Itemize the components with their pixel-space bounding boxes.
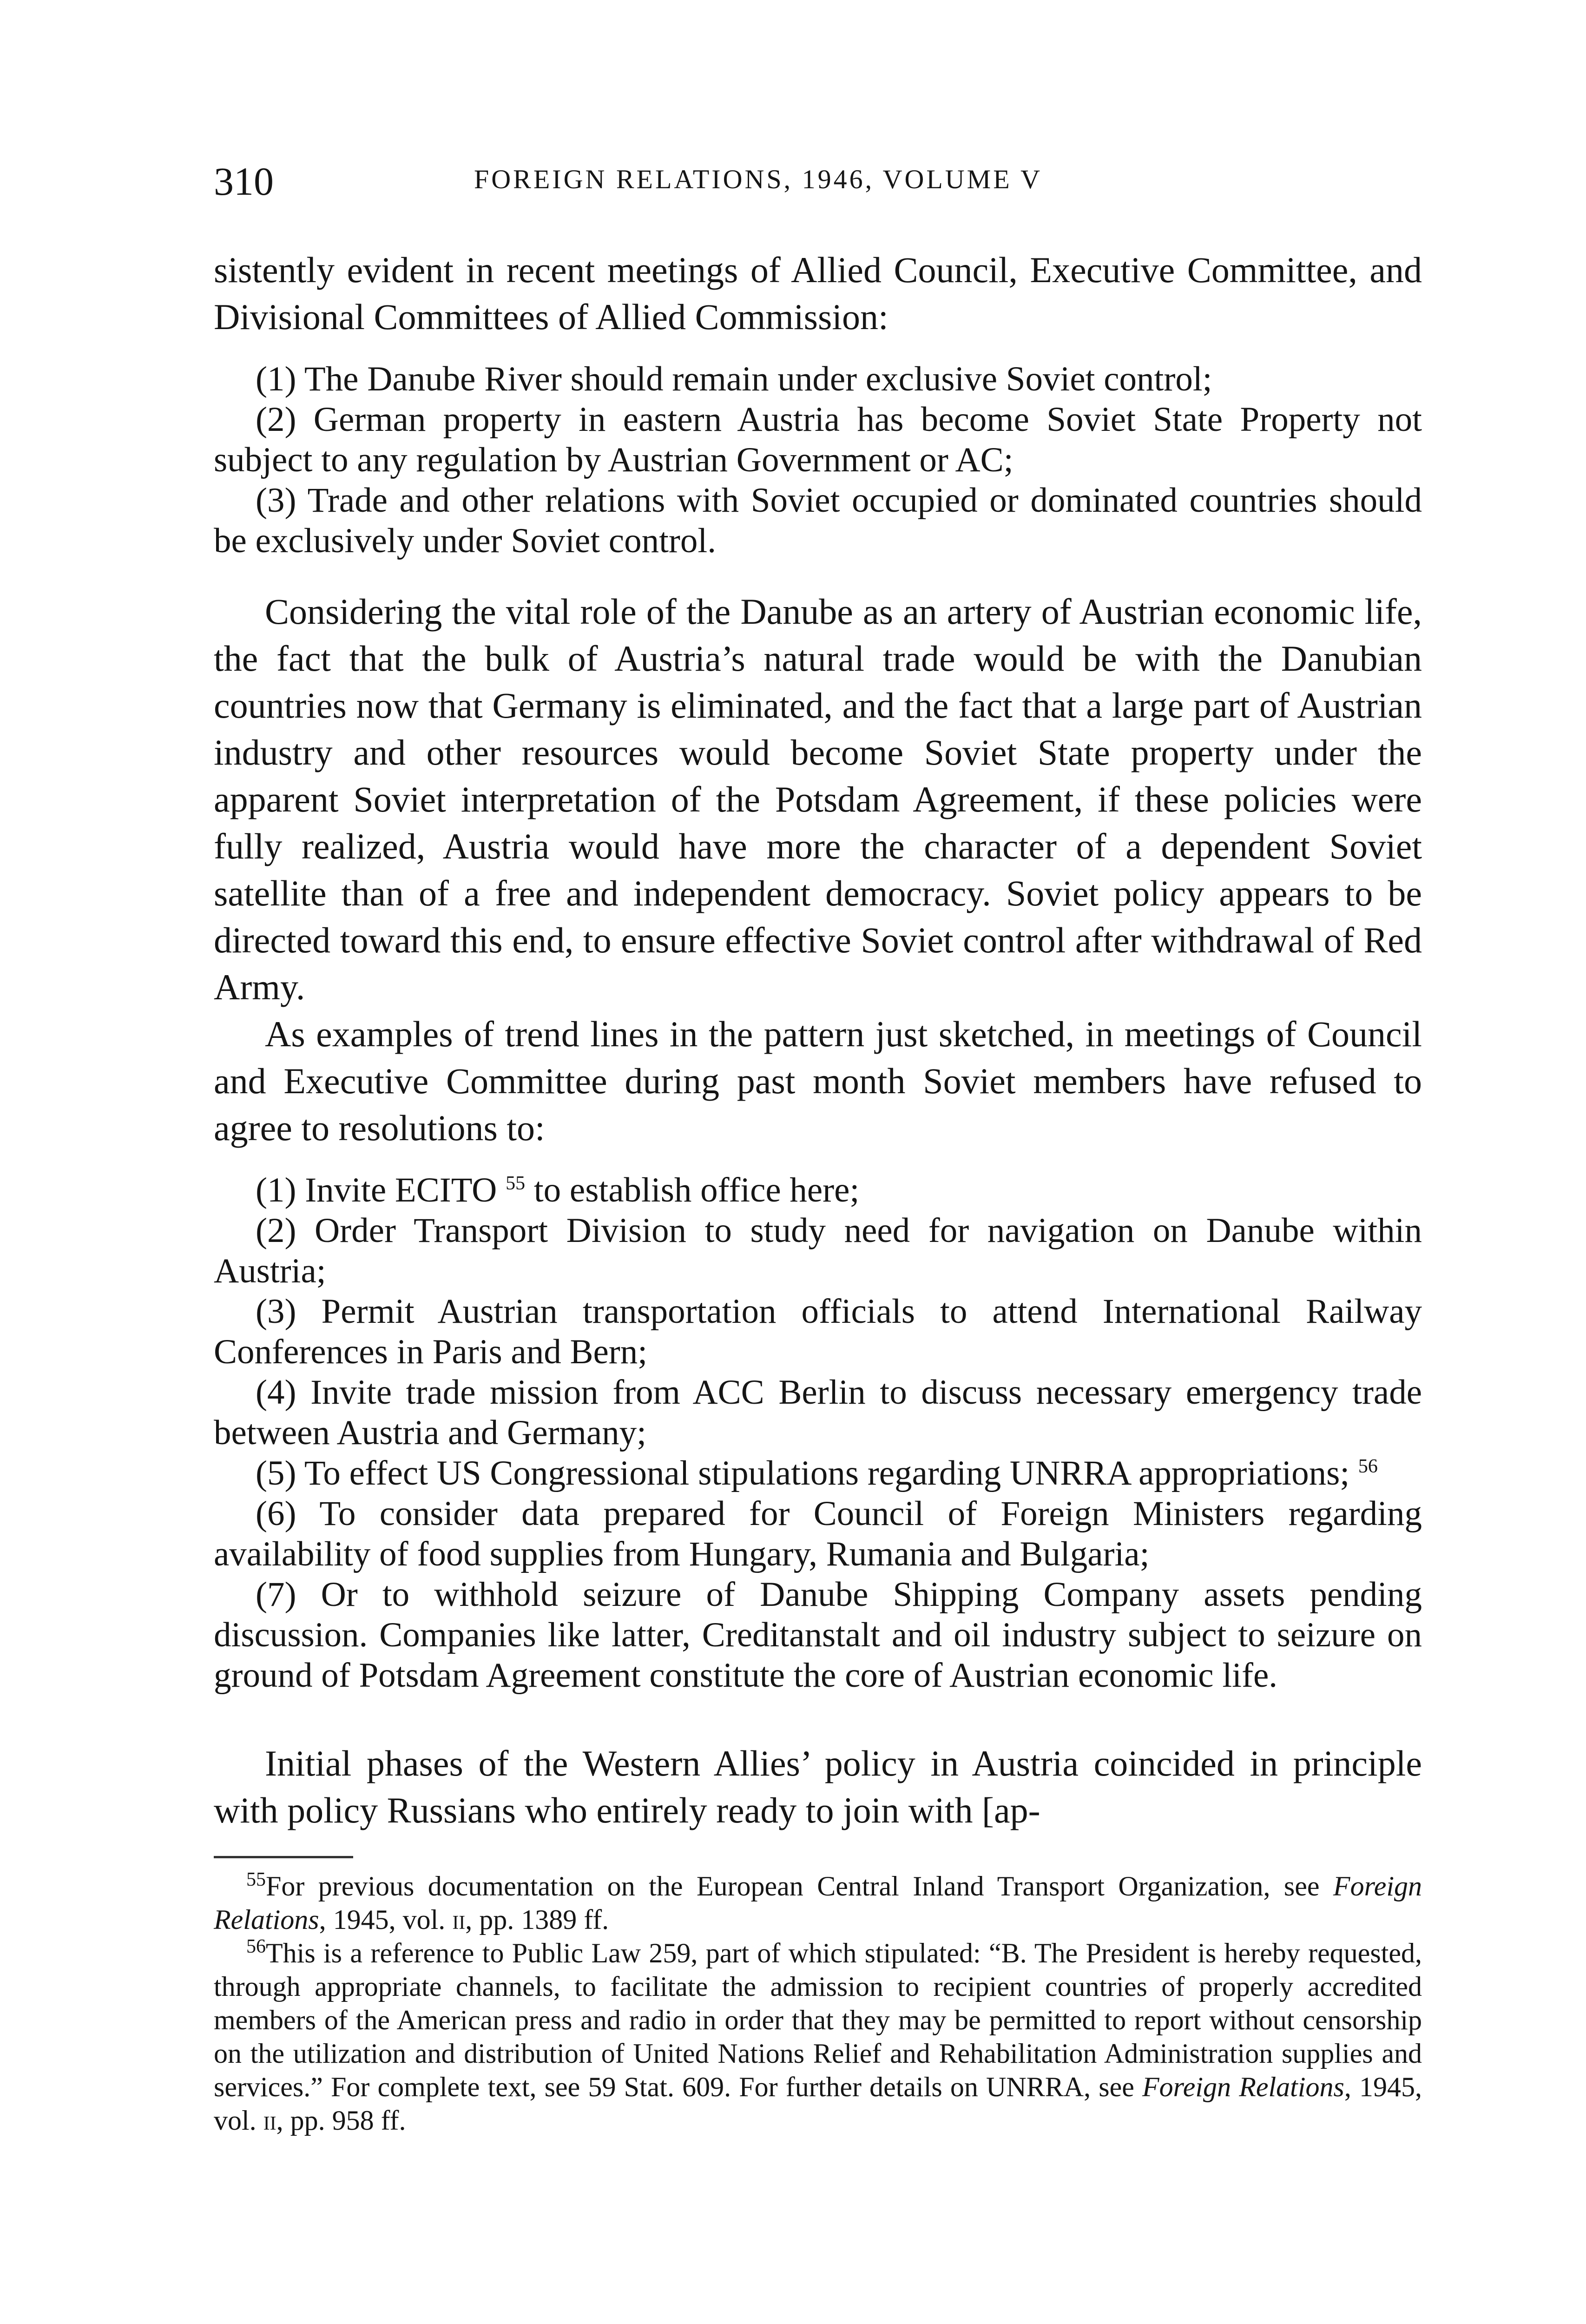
footnote-55: $^{55}$For previous documentation on the European Central Inland Transport Organization, see Foreign Relations, 1945, vol. ii, pp. 1389 ff. [214, 1869, 1422, 1935]
soviet-positions-list [214, 359, 1422, 561]
footnote-number: 55 [246, 1869, 266, 1890]
list-item: (7) Or to withhold seizure of Danube Shipping Company assets pending discussion. Companies like latter, Creditanstalt and oil industry subject to seizure on ground of Potsdam Agreement constitute the core of Austrian economic life. [214, 1575, 1422, 1695]
list-item: (6) To consider data prepared for Council of Foreign Ministers regarding availability of food supplies from Hungary, Rumania and Bulgaria; [214, 1494, 1422, 1573]
page-body [214, 246, 1422, 2137]
running-title: FOREIGN RELATIONS, 1946, VOLUME V [474, 164, 1042, 194]
list-item: (1) The Danube River should remain under exclusive Soviet control; [256, 360, 1212, 398]
intro-paragraph: sistently evident in recent meetings of Allied Council, Executive Committee, and Divisional Committees of Allied Commission: [214, 250, 1422, 337]
resolution-text: to establish office here; [525, 1171, 860, 1209]
source-title: Foreign Relations [214, 1871, 1422, 1935]
list-item: (3) Trade and other relations with Soviet occupied or dominated countries should be exclusively under Soviet control. [214, 481, 1422, 560]
list-item [214, 1453, 1422, 1493]
footnotes [214, 1869, 1422, 2137]
list-item [214, 1170, 1422, 1210]
list-item: (2) German property in eastern Austria has become Soviet State Property not subject to any regulation by Austrian Government or AC; [214, 400, 1422, 479]
list-item: (2) Order Transport Division to study need for navigation on Danube within Austria; [214, 1211, 1422, 1290]
footnote-ref-55: 55 [506, 1173, 526, 1194]
volume-number: ii [263, 2105, 276, 2136]
page-header [214, 158, 1422, 209]
source-title: Foreign Relations [1142, 2072, 1344, 2102]
volume-number: ii [452, 1904, 466, 1935]
refused-resolutions-list [214, 1170, 1422, 1696]
considering-paragraph: Considering the vital role of the Danube as an artery of Austrian economic life, the fact that the bulk of Austria’s natural trade would be with the Danubian countries now that Germany is eliminated, and the fact that a large part of Austrian industry and other resources would become Soviet State property under the apparent Soviet interpretation of the Potsdam Agreement, if these policies were fully realized, Austria would have more the character of a dependent Soviet satellite than of a free and independent democracy. Soviet policy appears to be directed toward this end, to ensure effective Soviet control after withdrawal of Red Army. [214, 591, 1422, 1007]
list-item: (3) Permit Austrian transportation officials to attend International Railway Conferences in Paris and Bern; [214, 1292, 1422, 1371]
resolution-text: (5) To effect US Congressional stipulations regarding UNRRA appropriations; [256, 1454, 1350, 1492]
footnote-ref-56: 56 [1358, 1456, 1378, 1477]
page-number: 310 [214, 159, 274, 204]
list-item: (4) Invite trade mission from ACC Berlin to discuss necessary emergency trade between Austria and Germany; [214, 1373, 1422, 1452]
footnote-number: 56 [246, 1936, 266, 1957]
footnote-56: $^{56}$This is a reference to Public Law 259, part of which stipulated: “B. The President is hereby requested, through appropriate channels, to facilitate the admission to recipient countries of properly accredited members of the American press and radio in order that they may be permitted to report without censorship on the utilization and distribution of United Nations Relief and Rehabilitation Administration supplies and services.” For complete text, see 59 Stat. 609. For further details on UNRRA, see Foreign Relations, 1945, vol. ii, pp. 958 ff. [214, 1936, 1422, 2136]
examples-paragraph: As examples of trend lines in the pattern just sketched, in meetings of Council and Executive Committee during past month Soviet members have refused to agree to resolutions to: [214, 1014, 1422, 1148]
footnote-divider [214, 1856, 353, 1858]
closing-paragraph: Initial phases of the Western Allies’ policy in Austria coincided in principle with policy Russians who entirely ready to join with [ap- [214, 1743, 1422, 1830]
resolution-text: (1) Invite ECITO [256, 1171, 497, 1209]
